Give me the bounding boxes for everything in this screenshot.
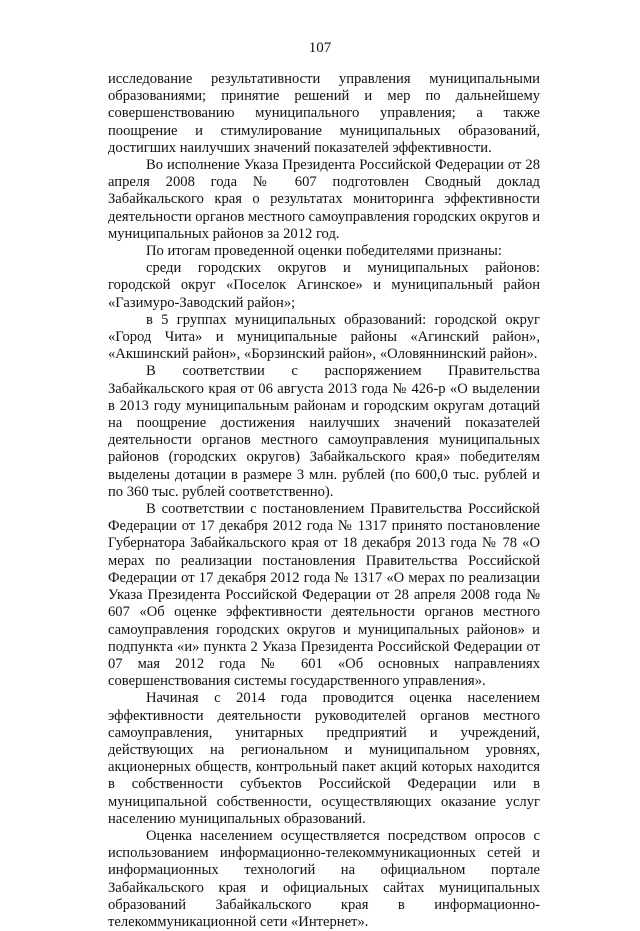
paragraph: Начиная с 2014 года проводится оценка населением эффективности деятельности руководителей органов местного самоуправления, унитарных предприятий и учреждений, действующих на региональном и муниципальном уровнях, акционерных обществ, контрольный пакет акций которых находится в собственности субъектов Российской Федерации или в муниципальной собственности, осуществляющих оказание услуг населению муниципальных образований. [108, 690, 540, 827]
paragraph: среди городских округов и муниципальных районов: городской округ «Поселок Агинское» и муниципальный район «Газимуро-Заводский район»; [108, 260, 540, 311]
paragraph: В соответствии с распоряжением Правительства Забайкальского края от 06 августа 2013 года № 426-р «О выделении в 2013 году муниципальным районам и городским округам дотаций на поощрение достижения наилучших значений показателей деятельности органов местного самоуправления муниципальных районов (городских округов) Забайкальского края» победителям выделены дотации в размере 3 млн. рублей (по 600,0 тыс. рублей и по 360 тыс. рублей соответственно). [108, 363, 540, 500]
paragraph: По итогам проведенной оценки победителями признаны: [146, 243, 502, 260]
paragraph: В соответствии с постановлением Правительства Российской Федерации от 17 декабря 2012 года № 1317 принято постановление Губернатора Забайкальского края от 18 декабря 2013 года № 78 «О мерах по реализации постановления Правительства Российской Федерации от 17 декабря 2012 года № 1317 «О мерах по реализации Указа Президента Российской Федерации от 28 апреля 2008 года № 607 «Об оценке эффективности деятельности органов местного самоуправления городских округов и муниципальных районов» и подпункта «и» пункта 2 Указа Президента Российской Федерации от 07 мая 2012 года № 601 «Об основных направлениях совершенствования системы государственного управления». [108, 501, 540, 690]
paragraph: Оценка населением осуществляется посредством опросов с использованием информационно-телекоммуникационных сетей и информационных технологий на официальном портале Забайкальского края и официальных сайтах муниципальных образований Забайкальского края в информационно-телекоммуникационной сети «Интернет». [108, 827, 540, 930]
paragraph: исследование результативности управления муниципальными образованиями; принятие решений и мер по дальнейшему совершенствованию муниципального управления; а также поощрение и стимулирование муниципальных образований, достигших наилучших значений показателей эффективности. [108, 71, 540, 156]
document-body [108, 71, 540, 931]
paragraph: в 5 группах муниципальных образований: городской округ «Город Чита» и муниципальные районы «Агинский район», «Акшинский район», «Борзинский район», «Оловяннинский район». [108, 311, 540, 363]
page-number: 107 [308, 40, 332, 56]
paragraph: Во исполнение Указа Президента Российской Федерации от 28 апреля 2008 года № 607 подготовлен Сводный доклад Забайкальского края о результатах мониторинга эффективности деятельности органов местного самоуправления городских округов и муниципальных районов за 2012 год. [108, 157, 540, 242]
